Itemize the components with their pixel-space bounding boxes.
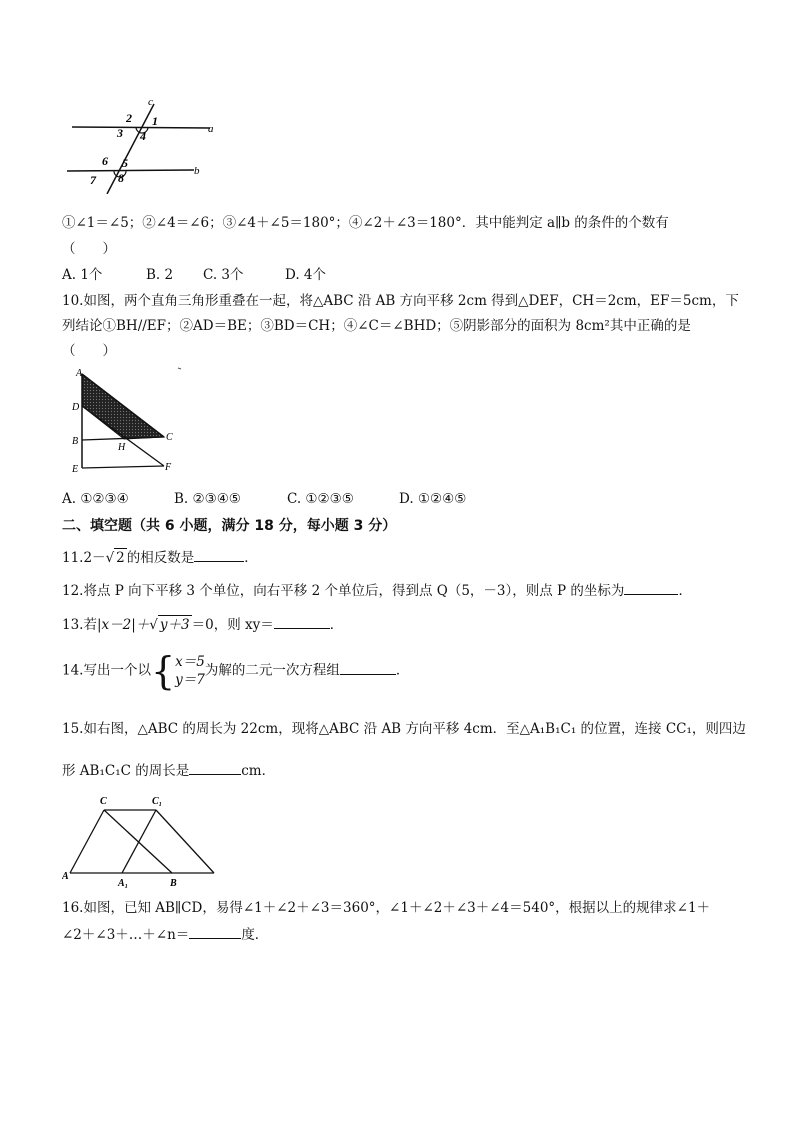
q16-unit: 度． [241, 927, 269, 943]
q9-option-b: B. 2 [146, 267, 174, 283]
label-b: b [194, 165, 200, 177]
figure-translated-triangle-abc [62, 793, 222, 895]
q10-line2: 列结论①BH//EF；②AD＝BE；③BD＝CH；④∠C＝∠BHD；⑤阴影部分的面积为 8cm²其中正确的是 [62, 318, 691, 334]
label-C: C [166, 432, 173, 443]
label-A: A [76, 368, 83, 379]
q15-answer-blank[interactable] [189, 761, 241, 775]
q16-answer-blank[interactable] [189, 925, 241, 939]
q14-prefix: 14.写出一个以 [62, 662, 151, 679]
q11 [62, 548, 258, 567]
q11-answer-blank[interactable] [194, 548, 244, 562]
q9-options [62, 266, 326, 284]
q13-prefix: 13.若 [62, 617, 97, 633]
q10-option-d: D. ①②④⑤ [399, 491, 467, 507]
angle-label-8: 8 [118, 171, 124, 185]
q9-option-a: A. 1个 [62, 267, 103, 283]
q13-abs: |x－2|＋ [96, 617, 150, 633]
q15-line1: 15.如右图，△ABC 的周长为 22cm，现将△ABC 沿 AB 方向平移 4cm．至△A₁B₁C₁ 的位置，连接 CC₁，则四边 [62, 721, 746, 737]
label-c: c [148, 96, 153, 108]
label-E: E [72, 464, 79, 475]
q12-answer-blank[interactable] [624, 581, 678, 595]
label-B: B [170, 878, 177, 889]
q10-options [62, 490, 466, 508]
angle-label-5: 5 [122, 156, 128, 170]
label-B: B [72, 436, 79, 447]
equation-1: x＝5 [175, 654, 205, 670]
q9-option-d: D. 4个 [285, 267, 327, 283]
q10-option-c: C. ①②③⑤ [287, 491, 354, 507]
angle-label-2: 2 [126, 111, 132, 125]
angle-label-4: 4 [140, 129, 146, 143]
q10-line1: 10.如图，两个直角三角形重叠在一起，将△ABC 沿 AB 方向平移 2cm 得到△DEF，CH＝2cm，EF＝5cm，下 [62, 293, 739, 309]
label-a: a [208, 123, 214, 135]
q16-text: ∠2＋∠3＋…＋∠n＝ [62, 927, 190, 943]
sqrt-sign: √ [149, 617, 158, 633]
angle-label-6: 6 [102, 154, 108, 168]
q15-unit: cm． [241, 763, 276, 779]
q13-radicand: y＋3 [159, 617, 190, 633]
figure-parallel-lines [62, 94, 232, 198]
q16-line1: 16.如图，已知 AB∥CD，易得∠1＋∠2＋∠3＝360°，∠1＋∠2＋∠3＋∠4＝540°，根据以上的规律求∠1＋ [62, 900, 711, 916]
q11-suffix: 的相反数是 [126, 550, 195, 566]
q14-answer-blank[interactable] [340, 661, 396, 675]
q14-suffix: 为解的二元一次方程组 [204, 662, 340, 679]
q13 [62, 615, 343, 634]
q13-answer-blank[interactable] [274, 615, 330, 629]
q10-option-b: B. ②③④⑤ [174, 491, 241, 507]
q9-answer-paren: （ ） [62, 241, 116, 257]
q14-end: ． [395, 662, 410, 679]
q10-answer-paren: （ ） [62, 343, 116, 359]
label-D: D [72, 402, 80, 413]
angle-label-7: 7 [90, 173, 96, 187]
q16-line2 [62, 925, 268, 944]
equation-system [175, 653, 205, 689]
system-brace: { [150, 649, 176, 693]
q11-prefix: 11.2－ [62, 550, 106, 566]
label-C1: C₁ [152, 796, 163, 807]
q15-line2 [62, 761, 275, 780]
q12-text: 12.将点 P 向下平移 3 个单位，向右平移 2 个单位后，得到点 Q（5，－3），则点 P 的坐标为 [62, 583, 625, 599]
figure-translated-triangles [68, 362, 188, 484]
q13-mid: ＝0，则 xy＝ [191, 617, 274, 633]
label-C: C [100, 796, 107, 807]
angle-label-1: 1 [152, 114, 158, 128]
q14 [62, 649, 410, 693]
q15-text: 形 AB₁C₁C 的周长是 [62, 763, 190, 779]
angle-label-3: 3 [117, 126, 123, 140]
q12 [62, 581, 692, 600]
sqrt-sign: √ [105, 550, 115, 566]
label-A: A [62, 871, 69, 882]
q12-end: ． [678, 583, 692, 599]
line-b [67, 170, 194, 171]
q9-statement: ①∠1＝∠5；②∠4＝∠6；③∠4＋∠5＝180°；④∠2＋∠3＝180°．其中能判定 a∥b 的条件的个数有 [62, 215, 669, 231]
q9-option-c: C. 3个 [203, 267, 244, 283]
q11-end: ． [244, 550, 258, 566]
label-H: H [118, 442, 126, 453]
q11-radicand: 2 [116, 550, 125, 566]
q10-option-a: A. ①②③④ [62, 491, 129, 507]
q13-end: ． [329, 617, 344, 633]
equation-2: y＝7 [175, 672, 205, 688]
section-heading-fill-blank: 二、填空题（共 6 小题，满分 18 分，每小题 3 分） [62, 518, 397, 534]
label-A1: A₁ [118, 878, 129, 889]
label-F: F [165, 462, 172, 473]
